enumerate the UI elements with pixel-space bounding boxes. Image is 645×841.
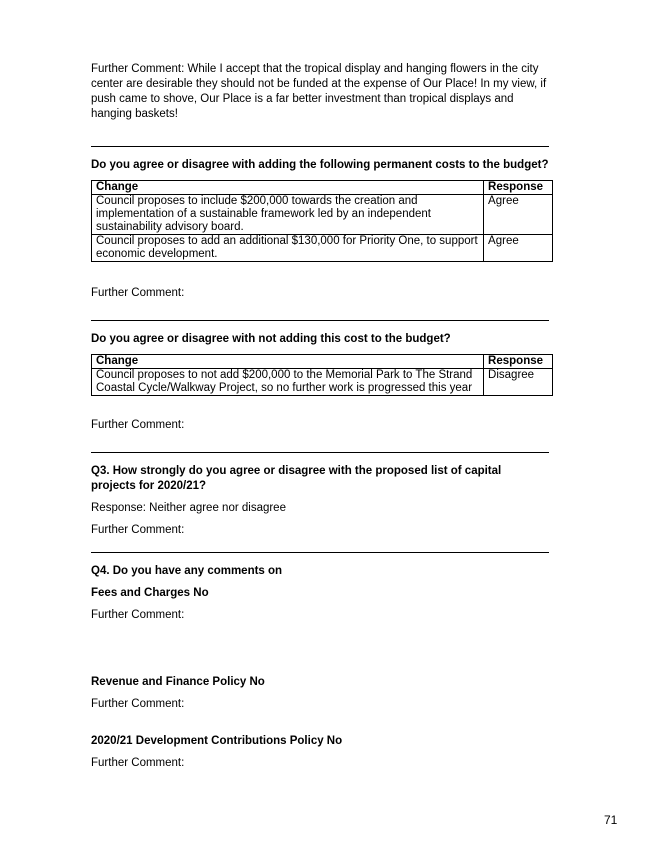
row-response: Agree: [484, 235, 553, 262]
q4-item-title: 2020/21 Development Contributions Policy No: [91, 735, 343, 747]
row-response: Disagree: [484, 369, 553, 396]
header-change: Change: [92, 181, 484, 195]
row-response: Agree: [484, 195, 553, 235]
q3-question: Q3. How strongly do you agree or disagree with the proposed list of capital projects for 2020/21?: [91, 465, 502, 492]
q3-response: Response: Neither agree nor disagree: [91, 502, 286, 514]
q4-item-further-comment: Further Comment:: [91, 609, 185, 621]
table-header-row: [92, 181, 553, 195]
page-number: 71: [604, 813, 618, 827]
section2-table: [91, 354, 553, 396]
section1-question: Do you agree or disagree with adding the following permanent costs to the budget?: [91, 159, 549, 171]
table-header-row: [92, 355, 553, 369]
header-response: Response: [484, 355, 553, 369]
row-change: Council proposes to add an additional $130,000 for Priority One, to support economic development.: [92, 235, 484, 262]
q4-item-title: Revenue and Finance Policy No: [91, 676, 265, 688]
q4-item-title: Fees and Charges No: [91, 587, 209, 599]
q4-question: Q4. Do you have any comments on: [91, 565, 283, 577]
table-row: [92, 235, 553, 262]
further-comment-intro: Further Comment: While I accept that the tropical display and hanging flowers in the city center are desirable they should not be funded at the expense of Our Place! In my view, if push came to shove, Our Place is a far better investment than tropical displays and hanging baskets!: [91, 63, 547, 120]
row-change: Council proposes to include $200,000 towards the creation and implementation of a sustainable framework led by an independent sustainability advisory board.: [92, 195, 484, 235]
q4-item-further-comment: Further Comment:: [91, 698, 185, 710]
q3-further-comment: Further Comment:: [91, 524, 185, 536]
section2-further-comment: Further Comment:: [91, 419, 185, 431]
section1-table: [91, 180, 553, 262]
row-change: Council proposes to not add $200,000 to the Memorial Park to The Strand Coastal Cycle/Walkway Project, so no further work is progressed this year: [92, 369, 484, 396]
page-content: [91, 62, 549, 771]
q4-item-further-comment: Further Comment:: [91, 757, 185, 769]
table-row: [92, 195, 553, 235]
header-change: Change: [92, 355, 484, 369]
table-row: [92, 369, 553, 396]
section2-question: Do you agree or disagree with not adding this cost to the budget?: [91, 333, 451, 345]
header-response: Response: [484, 181, 553, 195]
section1-further-comment: Further Comment:: [91, 287, 185, 299]
